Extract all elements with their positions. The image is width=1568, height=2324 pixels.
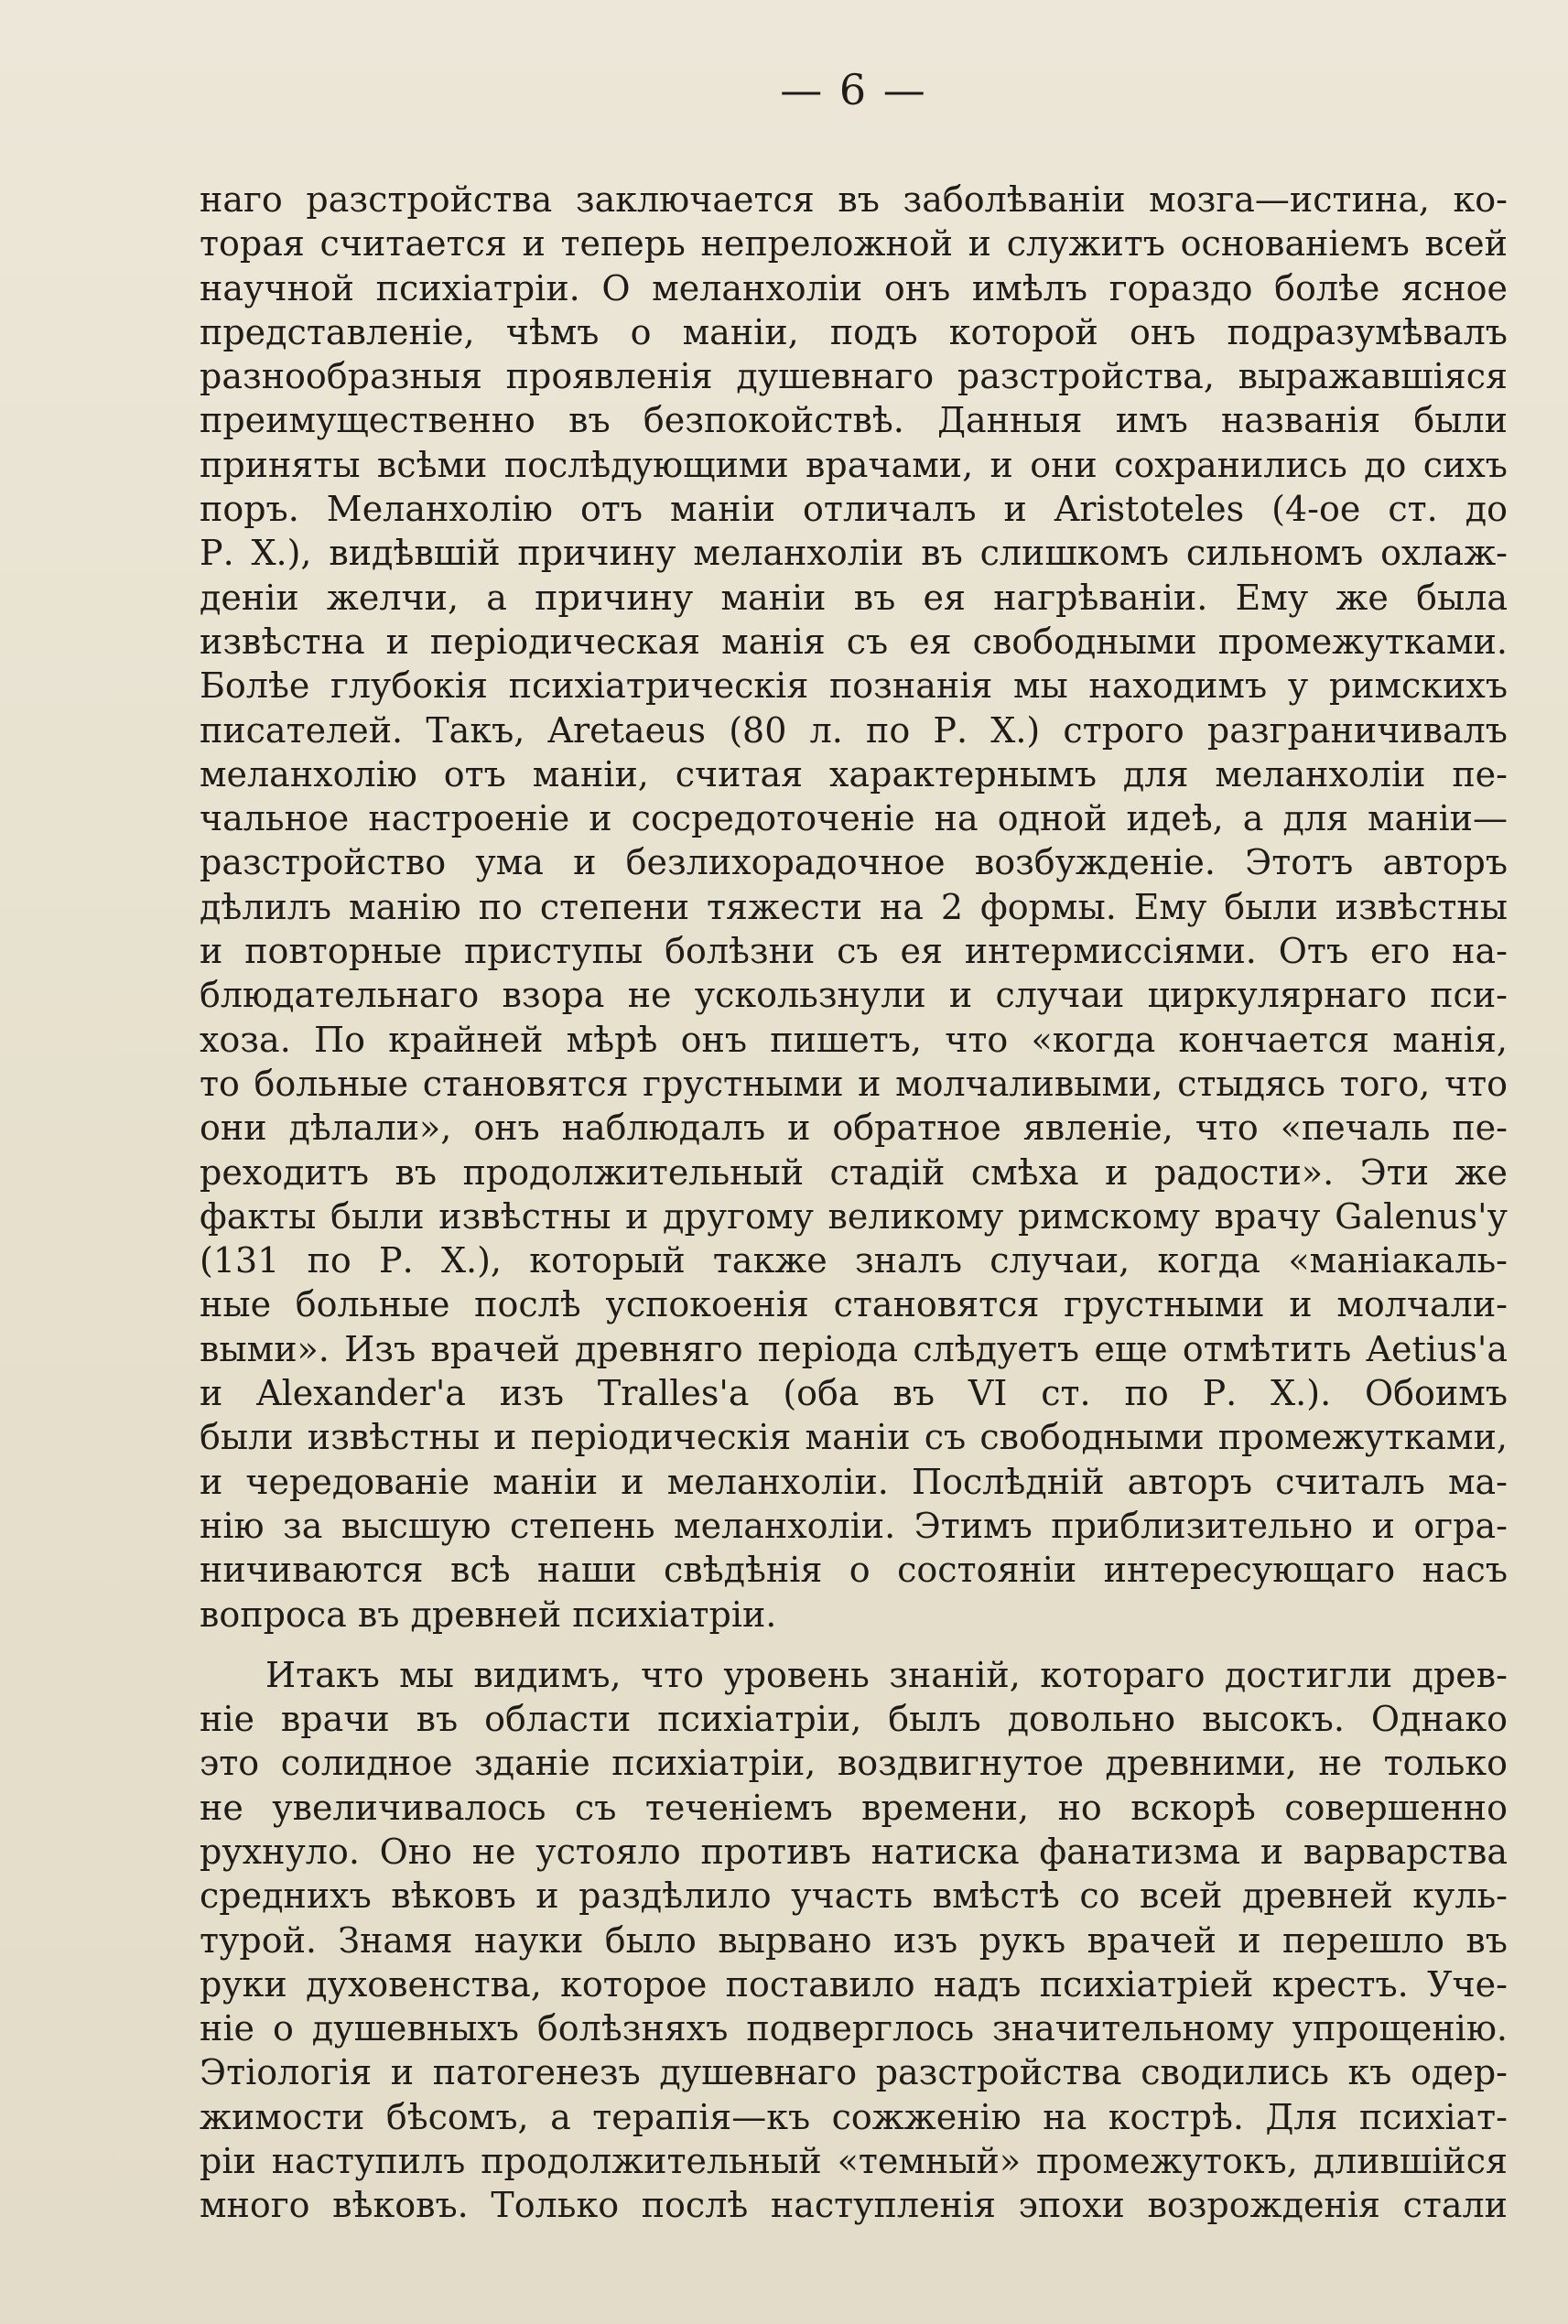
text-line: это солидное зданіе психіатріи, воздвигнутое древними, не только	[200, 1743, 1508, 1784]
text-line: ріи наступилъ продолжительный «темный» промежутокъ, длившійся	[200, 2141, 1508, 2182]
text-line: Р. Х.), видѣвшій причину меланхоліи въ слишкомъ сильномъ охлаж-	[200, 533, 1508, 574]
text-line: меланхолію отъ маніи, считая характернымъ для меланхоліи пе-	[200, 753, 1508, 794]
text-line: Болѣе глубокія психіатрическія познанія мы находимъ у римскихъ	[200, 665, 1508, 707]
text-line: Итакъ мы видимъ, что уровень знаній, котораго достигли древ-	[265, 1654, 1508, 1695]
text-line: ные больные послѣ успокоенія становятся грустными и молчали-	[200, 1284, 1508, 1325]
text-line: научной психіатріи. О меланхоліи онъ имѣлъ гораздо болѣе ясное	[200, 267, 1508, 308]
text-line: и повторные приступы болѣзни съ ея интермиссіями. Отъ его на-	[200, 931, 1508, 972]
text-line: руки духовенства, которое поставило надъ психіатріей крестъ. Уче-	[200, 1963, 1508, 2005]
text-line: не увеличивалось съ теченіемъ времени, но вскорѣ совершенно	[200, 1787, 1508, 1828]
text-line: преимущественно въ безпокойствѣ. Данныя имъ названія были	[200, 400, 1508, 441]
text-line: ничиваются всѣ наши свѣдѣнія о состояніи интересующаго насъ	[200, 1550, 1508, 1591]
text-line: были извѣстны и періодическія маніи съ свободными промежутками,	[200, 1417, 1508, 1458]
paragraph-2	[200, 1653, 1508, 2228]
paragraph-gap	[200, 1637, 1508, 1653]
text-line: Этіологія и патогенезъ душевнаго разстройства сводились къ одер-	[200, 2052, 1508, 2093]
text-line: выми». Изъ врачей древняго періода слѣдуетъ еще отмѣтить Aetius'а	[200, 1328, 1508, 1369]
text-line: (131 по Р. Х.), который также зналъ случаи, когда «маніакаль-	[200, 1240, 1508, 1281]
text-line: ніе о душевныхъ болѣзняхъ подверглось значительному упрощенію.	[200, 2008, 1508, 2049]
text-line: ніе врачи въ области психіатріи, былъ довольно высокъ. Однако	[200, 1699, 1508, 1740]
text-line: вопроса въ древней психіатріи.	[200, 1594, 777, 1635]
text-line: нію за высшую степень меланхоліи. Этимъ приблизительно и огра-	[200, 1505, 1508, 1546]
text-line: писателей. Такъ, Aretaeus (80 л. по Р. Х.) строго разграничивалъ	[200, 709, 1508, 751]
text-line: и Alexander'а изъ Tralles'а (оба въ VI ст. по Р. Х.). Обоимъ	[200, 1373, 1508, 1414]
text-line: они дѣлали», онъ наблюдалъ и обратное явленіе, что «печаль пе-	[200, 1108, 1508, 1149]
text-line: блюдательнаго взора не ускользнули и случаи циркулярнаго пси-	[200, 975, 1508, 1016]
text-line: много вѣковъ. Только послѣ наступленія эпохи возрожденія стали	[200, 2185, 1508, 2226]
text-line: поръ. Меланхолію отъ маніи отличалъ и Aristoteles (4-ое ст. до	[200, 489, 1508, 530]
paragraph-1	[200, 178, 1508, 1637]
text-line: факты были извѣстны и другому великому римскому врачу Galenus'у	[200, 1195, 1508, 1237]
text-line: чальное настроеніе и сосредоточеніе на одной идеѣ, а для маніи—	[200, 798, 1508, 839]
text-line: среднихъ вѣковъ и раздѣлило участь вмѣстѣ со всей древней куль-	[200, 1875, 1508, 1917]
text-line: разстройство ума и безлихорадочное возбужденіе. Этотъ авторъ	[200, 842, 1508, 883]
text-line: и чередованіе маніи и меланхоліи. Послѣдній авторъ считалъ ма-	[200, 1461, 1508, 1502]
text-line: наго разстройства заключается въ заболѣваніи мозга—истина, ко-	[200, 179, 1508, 220]
text-line: хоза. По крайней мѣрѣ онъ пишетъ, что «когда кончается манія,	[200, 1019, 1508, 1060]
text-line: реходитъ въ продолжительный стадій смѣха и радости». Эти же	[200, 1151, 1508, 1193]
text-line: извѣстна и періодическая манія съ ея свободными промежутками.	[200, 621, 1508, 662]
text-line: дѣлилъ манію по степени тяжести на 2 формы. Ему были извѣстны	[200, 886, 1508, 927]
text-line: жимости бѣсомъ, а терапія—къ сожженію на кострѣ. Для психіат-	[200, 2096, 1508, 2137]
text-line: рухнуло. Оно не устояло противъ натиска фанатизма и варварства	[200, 1831, 1508, 1872]
text-line: разнообразныя проявленія душевнаго разстройства, выражавшіяся	[200, 356, 1508, 397]
text-line: турой. Знамя науки было вырвано изъ рукъ врачей и перешло въ	[200, 1919, 1508, 1961]
text-line: то больные становятся грустными и молчаливыми, стыдясь того, что	[200, 1063, 1508, 1104]
text-line: деніи желчи, а причину маніи въ ея нагрѣваніи. Ему же была	[200, 577, 1508, 618]
page-number: — 6 —	[780, 65, 927, 114]
text-line: представленіе, чѣмъ о маніи, подъ которой онъ подразумѣвалъ	[200, 311, 1508, 352]
text-line: приняты всѣми послѣдующими врачами, и они сохранились до сихъ	[200, 444, 1508, 485]
text-line: торая считается и теперь непреложной и служитъ основаніемъ всей	[200, 223, 1508, 265]
